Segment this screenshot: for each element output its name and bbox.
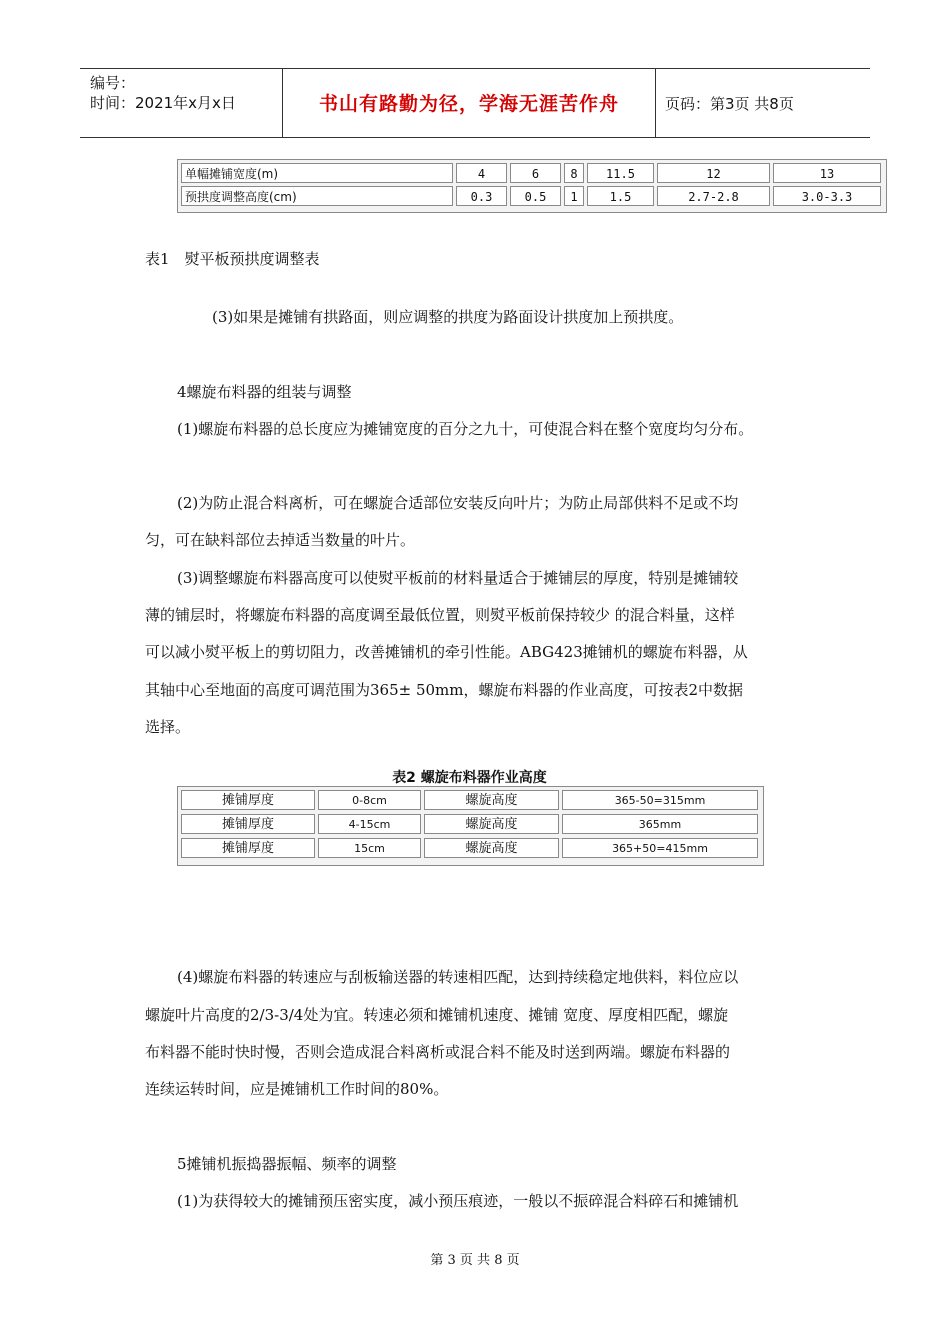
camber-adjustment-table (177, 159, 887, 213)
table-cell: 365-50=315mm (562, 790, 758, 810)
number-label: 编号： (90, 74, 136, 92)
paragraph: 螺旋叶片高度的2/3-3/4处为宜。转速必须和摊铺机速度、摊铺 宽度、厚度相匹配，螺旋 (145, 1006, 729, 1024)
header-motto: 书山有路勤为径，学海无涯苦作舟 (318, 93, 619, 115)
table-cell: 1.5 (587, 186, 654, 206)
table-cell: 13 (773, 163, 881, 183)
header-page-info: 页码：第3页 共8页 (665, 95, 794, 113)
table-cell: 0-8cm (318, 790, 421, 810)
table-cell: 1 (564, 186, 584, 206)
auger-height-table (177, 786, 764, 866)
table-cell: 4-15cm (318, 814, 421, 834)
table2-title: 表2 螺旋布料器作业高度 (392, 770, 547, 786)
table-cell: 6 (510, 163, 561, 183)
table-cell: 365mm (562, 814, 758, 834)
paragraph: 可以减小熨平板上的剪切阻力，改善摊铺机的牵引性能。ABG423摊铺机的螺旋布料器，从 (145, 643, 748, 661)
paragraph: 匀，可在缺料部位去掉适当数量的叶片。 (145, 531, 416, 549)
table-cell: 0.5 (510, 186, 561, 206)
page-header (80, 68, 870, 138)
table-cell: 螺旋高度 (424, 838, 559, 858)
page-footer: 第 3 页 共 8 页 (430, 1253, 520, 1268)
table-cell: 螺旋高度 (424, 790, 559, 810)
table-cell: 11.5 (587, 163, 654, 183)
paragraph: (1)为获得较大的摊铺预压密实度，减小预压痕迹，一般以不振碎混合料碎石和摊铺机 (177, 1192, 739, 1210)
paragraph: 选择。 (145, 718, 191, 736)
table-cell: 4 (456, 163, 507, 183)
header-divider (655, 69, 656, 137)
paragraph: (3)如果是摊铺有拱路面，则应调整的拱度为路面设计拱度加上预拱度。 (212, 308, 684, 326)
table-cell: 0.3 (456, 186, 507, 206)
table-cell: 摊铺厚度 (181, 814, 315, 834)
time-label: 时间：2021年x月x日 (90, 94, 236, 112)
paragraph: (1)螺旋布料器的总长度应为摊铺宽度的百分之九十，可使混合料在整个宽度均匀分布。 (177, 420, 754, 438)
paragraph: 薄的铺层时，将螺旋布料器的高度调至最低位置，则熨平板前保持较少 的混合料量，这样 (145, 606, 735, 624)
table-cell: 8 (564, 163, 584, 183)
table-cell: 螺旋高度 (424, 814, 559, 834)
table-row-label: 单幅摊铺宽度(m) (181, 163, 453, 183)
table-cell: 2.7-2.8 (657, 186, 770, 206)
paragraph: 连续运转时间，应是摊铺机工作时间的80%。 (145, 1080, 449, 1098)
section-heading: 5摊铺机振捣器振幅、频率的调整 (177, 1155, 397, 1173)
table-cell: 365+50=415mm (562, 838, 758, 858)
paragraph: (3)调整螺旋布料器高度可以使熨平板前的材料量适合于摊铺层的厚度，特别是摊铺较 (177, 569, 739, 587)
header-meta (90, 73, 236, 113)
table-cell: 摊铺厚度 (181, 790, 315, 810)
paragraph: (2)为防止混合料离析，可在螺旋合适部位安装反向叶片；为防止局部供料不足或不均 (177, 494, 739, 512)
paragraph: (4)螺旋布料器的转速应与刮板输送器的转速相匹配，达到持续稳定地供料，料位应以 (177, 968, 739, 986)
table-cell: 3.0-3.3 (773, 186, 881, 206)
table-cell: 摊铺厚度 (181, 838, 315, 858)
section-heading: 4螺旋布料器的组装与调整 (177, 383, 352, 401)
table-row-label: 预拱度调整高度(cm) (181, 186, 453, 206)
table-cell: 12 (657, 163, 770, 183)
paragraph: 布料器不能时快时慢，否则会造成混合料离析或混合料不能及时送到两端。螺旋布料器的 (145, 1043, 731, 1061)
table1-caption: 表1 熨平板预拱度调整表 (145, 250, 320, 268)
paragraph: 其轴中心至地面的高度可调范围为365± 50mm，螺旋布料器的作业高度，可按表2中数据 (145, 681, 744, 699)
table-cell: 15cm (318, 838, 421, 858)
